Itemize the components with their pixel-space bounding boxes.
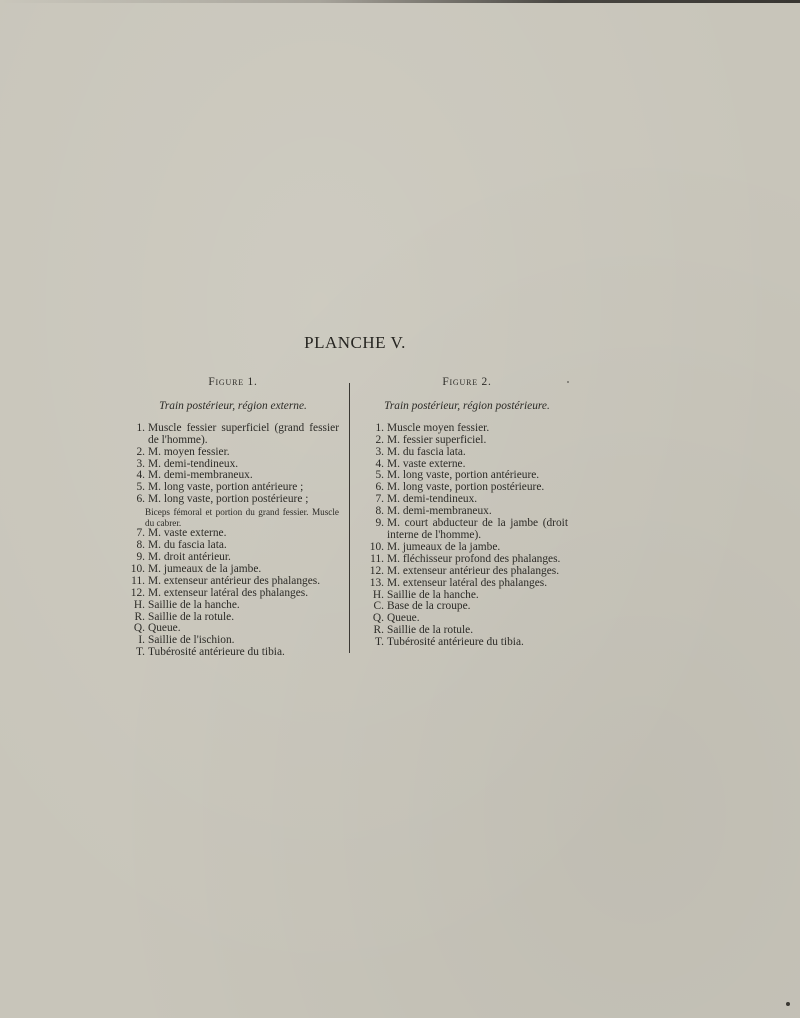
legend-entry bbox=[366, 554, 568, 566]
entry-text: Saillie de la hanche. bbox=[148, 598, 240, 611]
entry-label: 1. bbox=[375, 421, 384, 434]
entry-label: 9. bbox=[375, 517, 384, 530]
legend-entry bbox=[127, 600, 339, 612]
entry-label: 4. bbox=[136, 469, 145, 482]
entry-label: 4. bbox=[375, 457, 384, 470]
legend-entry bbox=[366, 637, 568, 649]
plate-title: PLANCHE V. bbox=[304, 333, 406, 352]
figure-1-entries bbox=[127, 423, 339, 659]
entry-text: Tubérosité antérieure du tibia. bbox=[387, 636, 524, 649]
legend-entry bbox=[366, 578, 568, 590]
entry-text: Muscle fessier superficiel (grand fessier de l'homme). bbox=[148, 421, 339, 446]
entry-text: M. demi-membraneux. bbox=[387, 505, 492, 518]
entry-label: C. bbox=[373, 600, 384, 613]
legend-entry bbox=[366, 566, 568, 578]
entry-text: M. demi-tendineux. bbox=[148, 457, 239, 470]
figure-1-subtitle: Train postérieur, région externe. bbox=[159, 399, 307, 412]
paper-speck bbox=[786, 1002, 790, 1006]
entry-label: I. bbox=[138, 634, 145, 647]
entry-label: 10. bbox=[130, 562, 145, 575]
entry-label: Q. bbox=[133, 622, 145, 635]
entry-label: Q. bbox=[372, 612, 384, 625]
entry-label: 8. bbox=[136, 539, 145, 552]
legend-entry bbox=[127, 588, 339, 600]
legend-entry bbox=[127, 647, 339, 659]
figure-2-legend bbox=[366, 377, 568, 649]
entry-text: M. droit antérieur. bbox=[148, 550, 231, 563]
entry-label: 3. bbox=[375, 445, 384, 458]
entry-text: M. demi-tendineux. bbox=[387, 493, 478, 506]
entry-text: M. moyen fessier. bbox=[148, 445, 230, 458]
legend-entry bbox=[366, 435, 568, 447]
entry-text: Muscle moyen fessier. bbox=[387, 421, 490, 434]
entry-text: Saillie de l'ischion. bbox=[148, 634, 235, 647]
entry-text: M. long vaste, portion antérieure. bbox=[387, 469, 540, 482]
entry-text: Saillie de la rotule. bbox=[148, 610, 235, 623]
entry-label: 12. bbox=[369, 564, 384, 577]
entry-text: M. du fascia lata. bbox=[387, 445, 466, 458]
entry-text: M. extenseur latéral des phalanges. bbox=[148, 586, 309, 599]
entry-text: Queue. bbox=[148, 622, 181, 635]
entry-label: 7. bbox=[136, 527, 145, 540]
entry-label: T. bbox=[136, 646, 145, 659]
entry-text: M. vaste externe. bbox=[387, 457, 466, 470]
figure-2-entries bbox=[366, 423, 568, 649]
page-top-edge bbox=[0, 0, 800, 3]
entry-label: 10. bbox=[369, 540, 384, 553]
legend-entry bbox=[127, 423, 339, 447]
entry-label: 7. bbox=[375, 493, 384, 506]
entry-text: M. jumeaux de la jambe. bbox=[148, 562, 262, 575]
entry-text: Base de la croupe. bbox=[387, 600, 471, 613]
entry-label: H. bbox=[372, 588, 384, 601]
entry-label: 12. bbox=[130, 586, 145, 599]
entry-text: Tubérosité antérieure du tibia. bbox=[148, 646, 285, 659]
entry-label: 2. bbox=[375, 433, 384, 446]
entry-text: M. long vaste, portion postérieure. bbox=[387, 481, 545, 494]
figure-2-subtitle: Train postérieur, région postérieure. bbox=[384, 399, 550, 412]
legend-entry bbox=[366, 542, 568, 554]
entry-text: M. jumeaux de la jambe. bbox=[387, 540, 501, 553]
entry-label: 5. bbox=[136, 481, 145, 494]
entry-label: R. bbox=[373, 624, 384, 637]
entry-text: M. fessier superficiel. bbox=[387, 433, 487, 446]
entry-label: 11. bbox=[370, 552, 384, 565]
entry-label: 1. bbox=[136, 421, 145, 434]
entry-label: H. bbox=[133, 598, 145, 611]
entry-note: Biceps fémoral et portion du grand fessier. Muscle du cabrer. bbox=[145, 507, 339, 528]
entry-text: M. extenseur antérieur des phalanges. bbox=[148, 574, 321, 587]
entry-label: 6. bbox=[375, 481, 384, 494]
entry-label: 6. bbox=[136, 493, 145, 506]
figure-2-heading: Figure 2. bbox=[442, 376, 492, 388]
legend-entry bbox=[366, 423, 568, 435]
entry-text: M. long vaste, portion antérieure ; bbox=[148, 481, 304, 494]
entry-text: M. extenseur antérieur des phalanges. bbox=[387, 564, 560, 577]
entry-text: M. court abducteur de la jambe (droit interne de l'homme). bbox=[387, 517, 568, 541]
entry-label: 2. bbox=[136, 445, 145, 458]
entry-text: Queue. bbox=[387, 612, 420, 625]
entry-label: 8. bbox=[375, 505, 384, 518]
entry-label: 3. bbox=[136, 457, 145, 470]
entry-text: M. du fascia lata. bbox=[148, 539, 227, 552]
figure-1-heading: Figure 1. bbox=[208, 376, 258, 388]
entry-text: M. extenseur latéral des phalanges. bbox=[387, 576, 548, 589]
column-divider bbox=[349, 383, 350, 653]
legend-entry bbox=[366, 518, 568, 542]
entry-text: M. demi-membraneux. bbox=[148, 469, 253, 482]
entry-text: Saillie de la rotule. bbox=[387, 624, 474, 637]
entry-label: 13. bbox=[369, 576, 384, 589]
entry-label: 5. bbox=[375, 469, 384, 482]
entry-text: M. fléchisseur profond des phalanges. bbox=[387, 552, 561, 565]
legend-entry-note bbox=[127, 507, 339, 528]
legend-entry bbox=[366, 447, 568, 459]
legend-entry bbox=[127, 447, 339, 459]
legend-entry bbox=[127, 576, 339, 588]
entry-main-text: M. long vaste, portion postérieure ; bbox=[148, 493, 309, 506]
figure-1-legend bbox=[127, 377, 339, 659]
entry-label: R. bbox=[134, 610, 145, 623]
entry-label: 11. bbox=[131, 574, 145, 587]
legend-entry bbox=[127, 564, 339, 576]
entry-text bbox=[148, 494, 339, 506]
legend-entry bbox=[127, 494, 339, 506]
entry-label: T. bbox=[375, 636, 384, 649]
entry-text: Saillie de la hanche. bbox=[387, 588, 479, 601]
entry-text: M. vaste externe. bbox=[148, 527, 227, 540]
entry-label: 9. bbox=[136, 550, 145, 563]
